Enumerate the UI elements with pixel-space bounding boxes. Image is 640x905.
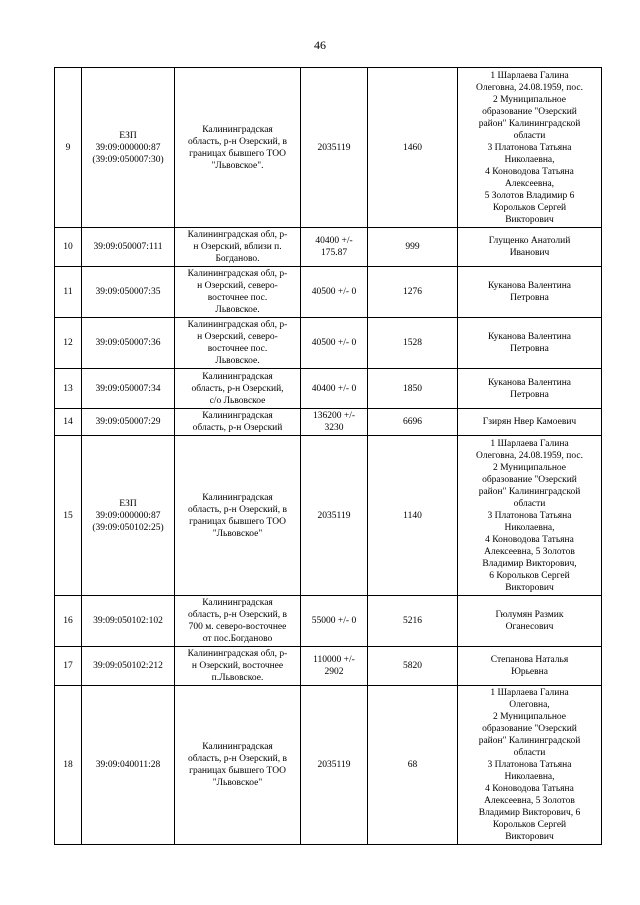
location: Калининградская обл, р- н Озерский, северо- восточнее пос. Львовское. <box>175 318 301 369</box>
cadastral-number: 39:09:040011:28 <box>82 686 175 845</box>
area: 2035119 <box>301 686 368 845</box>
area: 55000 +/- 0 <box>301 596 368 647</box>
location: Калининградская область, р-н Озерский, в границах бывшего ТОО "Львовское" <box>175 436 301 596</box>
row-number: 16 <box>55 596 82 647</box>
area: 40400 +/- 175.87 <box>301 228 368 267</box>
location: Калининградская область, р-н Озерский <box>175 409 301 436</box>
location: Калининградская обл, р- н Озерский, северо- восточнее пос. Львовское. <box>175 267 301 318</box>
row-number: 18 <box>55 686 82 845</box>
cadastral-number: 39:09:050007:29 <box>82 409 175 436</box>
area: 2035119 <box>301 436 368 596</box>
owner: Гюлумян Размик Оганесович <box>458 596 602 647</box>
area: 110000 +/- 2902 <box>301 647 368 686</box>
owner: Куканова Валентина Петровна <box>458 318 602 369</box>
value: 1850 <box>368 369 458 409</box>
value: 5820 <box>368 647 458 686</box>
cadastral-number: 39:09:050007:35 <box>82 267 175 318</box>
owner: 1 Шарлаева Галина Олеговна, 2 Муниципальное образование "Озерский район" Калининградской области 3 Платонова Татьяна Николаевна, 4 Коноводова Татьяна Алексеевна, 5 Золотов Владимир Викторович, 6 Корольков Сергей Викторович <box>458 686 602 845</box>
row-number: 17 <box>55 647 82 686</box>
area: 40400 +/- 0 <box>301 369 368 409</box>
table-row <box>55 318 602 369</box>
location: Калининградская обл, р- н Озерский, восточнее п.Львовское. <box>175 647 301 686</box>
row-number: 14 <box>55 409 82 436</box>
area: 40500 +/- 0 <box>301 267 368 318</box>
cadastral-number: 39:09:050102:212 <box>82 647 175 686</box>
row-number: 9 <box>55 68 82 228</box>
table-row <box>55 68 602 228</box>
table-body <box>55 68 602 845</box>
land-plots-table <box>54 67 602 845</box>
table-row <box>55 596 602 647</box>
owner: Гзирян Нвер Камоевич <box>458 409 602 436</box>
value: 1460 <box>368 68 458 228</box>
table-row <box>55 436 602 596</box>
cadastral-number: ЕЗП 39:09:000000:87 (39:09:050102:25) <box>82 436 175 596</box>
row-number: 15 <box>55 436 82 596</box>
value: 5216 <box>368 596 458 647</box>
table-row <box>55 267 602 318</box>
owner: 1 Шарлаева Галина Олеговна, 24.08.1959, пос. 2 Муниципальное образование "Озерский район" Калининградской области 3 Платонова Татьяна Николаевна, 4 Коноводова Татьяна Алексеевна, 5 Золотов Владимир Викторович, 6 Корольков Сергей Викторович <box>458 436 602 596</box>
location: Калининградская область, р-н Озерский, в границах бывшего ТОО "Львовское". <box>175 68 301 228</box>
location: Калининградская область, р-н Озерский, с/о Львовское <box>175 369 301 409</box>
table-row <box>55 369 602 409</box>
cadastral-number: 39:09:050007:36 <box>82 318 175 369</box>
row-number: 10 <box>55 228 82 267</box>
value: 1140 <box>368 436 458 596</box>
location: Калининградская область, р-н Озерский, в 700 м. северо-восточнее от пос.Богданово <box>175 596 301 647</box>
owner: 1 Шарлаева Галина Олеговна, 24.08.1959, пос. 2 Муниципальное образование "Озерский район" Калининградской области 3 Платонова Татьяна Николаевна, 4 Коноводова Татьяна Алексеевна, 5 Золотов Владимир 6 Корольков Сергей Викторович <box>458 68 602 228</box>
value: 999 <box>368 228 458 267</box>
row-number: 13 <box>55 369 82 409</box>
cadastral-number: ЕЗП 39:09:000000:87 (39:09:050007:30) <box>82 68 175 228</box>
area: 40500 +/- 0 <box>301 318 368 369</box>
owner: Глущенко Анатолий Иванович <box>458 228 602 267</box>
cadastral-number: 39:09:050102:102 <box>82 596 175 647</box>
table-row <box>55 409 602 436</box>
row-number: 12 <box>55 318 82 369</box>
owner: Степанова Наталья Юрьевна <box>458 647 602 686</box>
value: 6696 <box>368 409 458 436</box>
location: Калининградская область, р-н Озерский, в границах бывшего ТОО "Львовское" <box>175 686 301 845</box>
value: 1276 <box>368 267 458 318</box>
cadastral-number: 39:09:050007:111 <box>82 228 175 267</box>
table-row <box>55 647 602 686</box>
owner: Куканова Валентина Петровна <box>458 267 602 318</box>
location: Калининградская обл, р- н Озерский, вблизи п. Богданово. <box>175 228 301 267</box>
table-row <box>55 228 602 267</box>
value: 68 <box>368 686 458 845</box>
area: 2035119 <box>301 68 368 228</box>
owner: Куканова Валентина Петровна <box>458 369 602 409</box>
table-row <box>55 686 602 845</box>
area: 136200 +/- 3230 <box>301 409 368 436</box>
cadastral-number: 39:09:050007:34 <box>82 369 175 409</box>
value: 1528 <box>368 318 458 369</box>
row-number: 11 <box>55 267 82 318</box>
page-number: 46 <box>314 38 326 52</box>
